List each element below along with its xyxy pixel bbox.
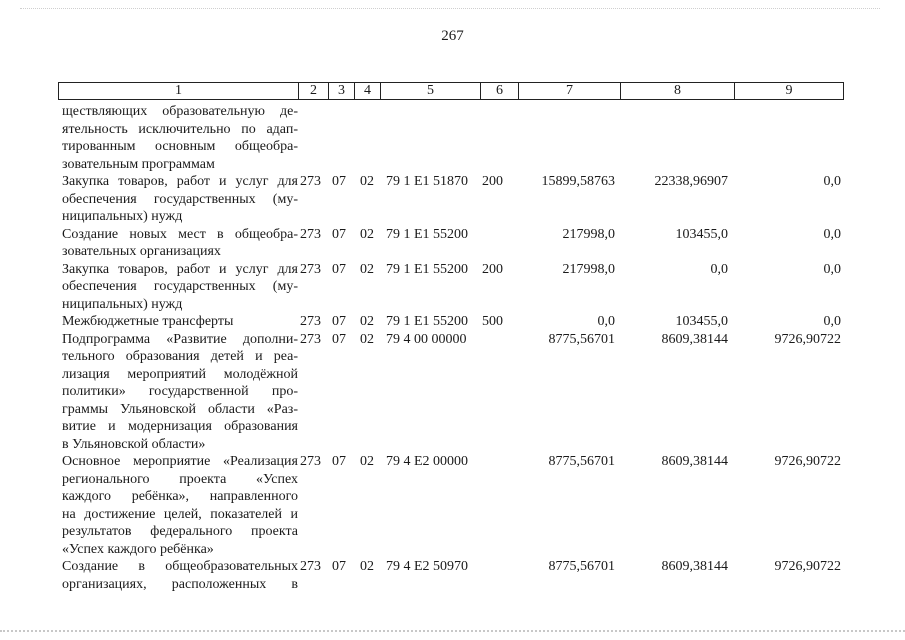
table-row <box>58 261 842 314</box>
table-row <box>58 313 842 331</box>
description-line: на достижение целей, показателей и <box>62 506 298 522</box>
cell-c3: 07 <box>332 331 346 347</box>
table-row <box>58 226 842 261</box>
cell-c2: 273 <box>300 454 321 469</box>
description-line: Закупка товаров, работ и услуг для <box>62 174 298 189</box>
description-line: зовательным программам <box>62 156 215 172</box>
header-col-2: 2 <box>299 83 329 99</box>
description-line: Межбюджетные трансферты <box>62 314 234 329</box>
header-col-7: 7 <box>519 83 621 99</box>
description-line: витие и модернизация образования <box>62 419 298 434</box>
cell-c8: 103455,0 <box>675 226 728 242</box>
table-header-row <box>58 82 844 100</box>
cell-c7: 15899,58763 <box>541 174 615 189</box>
cell-c8: 22338,96907 <box>654 174 728 189</box>
table-row <box>58 103 842 173</box>
table-row <box>58 558 842 593</box>
cell-c4: 02 <box>360 226 374 242</box>
header-col-9: 9 <box>785 83 793 98</box>
cell-c2: 273 <box>300 226 321 242</box>
cell-c5: 79 1 E1 51870 <box>386 174 469 189</box>
cell-c5: 79 1 E1 55200 <box>386 314 469 329</box>
cell-c5: 79 4 E2 00000 <box>386 454 469 469</box>
cell-description <box>62 453 298 558</box>
cell-c4: 02 <box>360 454 374 469</box>
cell-c2: 273 <box>300 314 321 329</box>
description-line: Создание в общеобразовательных <box>62 559 298 574</box>
cell-description <box>62 558 298 593</box>
cell-c9: 9726,90722 <box>774 331 841 347</box>
cell-c3: 07 <box>332 559 346 574</box>
cell-c9: 0,0 <box>823 174 841 189</box>
cell-c5: 79 1 E1 55200 <box>386 261 469 277</box>
header-col-1: 1 <box>59 83 299 99</box>
cell-c3: 07 <box>332 226 346 242</box>
cell-c8: 8609,38144 <box>661 559 728 574</box>
cell-c9: 9726,90722 <box>774 559 841 574</box>
cell-c3: 07 <box>332 454 346 469</box>
description-line: «Успех каждого ребёнка» <box>62 541 214 557</box>
cell-c9: 0,0 <box>823 261 841 277</box>
cell-description <box>62 226 298 261</box>
cell-c4: 02 <box>360 174 374 189</box>
cell-c7: 217998,0 <box>562 226 615 242</box>
description-line: Подпрограмма «Развитие дополни- <box>62 331 298 347</box>
header-col-6: 6 <box>481 83 519 99</box>
description-line: лизация мероприятий молодёжной <box>62 366 298 382</box>
cell-description <box>62 331 298 454</box>
cell-c4: 02 <box>360 559 374 574</box>
description-line: тированным основным общеобра- <box>62 139 298 154</box>
header-col-8: 8 <box>621 83 735 99</box>
cell-c7: 217998,0 <box>562 261 615 277</box>
scan-edge-bottom <box>0 630 905 633</box>
cell-description <box>62 313 298 331</box>
cell-c3: 07 <box>332 174 346 189</box>
cell-c8: 8609,38144 <box>661 454 728 469</box>
cell-c2: 273 <box>300 559 321 574</box>
cell-c2: 273 <box>300 174 321 189</box>
table-row <box>58 173 842 226</box>
cell-c2: 273 <box>300 331 321 347</box>
description-line: ятельность исключительно по адап- <box>62 121 298 137</box>
description-line: ществляющих образовательную де- <box>62 104 298 119</box>
cell-c4: 02 <box>360 314 374 329</box>
description-line: Закупка товаров, работ и услуг для <box>62 261 298 277</box>
description-line: граммы Ульяновской области «Раз- <box>62 401 298 417</box>
header-col-4: 4 <box>355 83 381 99</box>
cell-c8: 8609,38144 <box>661 331 728 347</box>
cell-c7: 0,0 <box>597 314 615 329</box>
header-col-3: 3 <box>329 83 355 99</box>
cell-c9: 0,0 <box>823 226 841 242</box>
cell-c8: 103455,0 <box>675 314 728 329</box>
description-line: зовательных организациях <box>62 244 221 259</box>
description-line: тельного образования детей и реа- <box>62 349 298 364</box>
description-line: ниципальных) нужд <box>62 296 183 312</box>
cell-c7: 8775,56701 <box>548 559 615 574</box>
cell-c7: 8775,56701 <box>548 331 615 347</box>
description-line: обеспечения государственных (му- <box>62 279 298 294</box>
cell-c2: 273 <box>300 261 321 277</box>
cell-c7: 8775,56701 <box>548 454 615 469</box>
cell-description <box>62 261 298 314</box>
description-line: обеспечения государственных (му- <box>62 191 298 207</box>
page-number: 267 <box>441 28 464 44</box>
cell-c3: 07 <box>332 261 346 277</box>
cell-c5: 79 4 00 00000 <box>386 331 467 347</box>
description-line: политики» государственной про- <box>62 384 298 399</box>
cell-c9: 9726,90722 <box>774 454 841 469</box>
cell-c8: 0,0 <box>710 261 728 277</box>
cell-c5: 79 1 E1 55200 <box>386 226 469 242</box>
header-col-5: 5 <box>381 83 481 99</box>
description-line: результатов федерального проекта <box>62 524 298 539</box>
table-row <box>58 331 842 454</box>
cell-c3: 07 <box>332 314 346 329</box>
cell-c4: 02 <box>360 331 374 347</box>
description-line: в Ульяновской области» <box>62 436 206 452</box>
description-line: каждого ребёнка», направленного <box>62 489 298 504</box>
description-line: ниципальных) нужд <box>62 209 183 224</box>
cell-description <box>62 103 298 173</box>
table-row <box>58 453 842 558</box>
cell-c6: 200 <box>482 261 503 277</box>
description-line: Создание новых мест в общеобра- <box>62 226 298 242</box>
description-line: Основное мероприятие «Реализация <box>62 454 298 469</box>
cell-c5: 79 4 E2 50970 <box>386 559 469 574</box>
cell-c9: 0,0 <box>823 314 841 329</box>
description-line: регионального проекта «Успех <box>62 471 298 487</box>
cell-c6: 200 <box>482 174 503 189</box>
description-line: организациях, расположенных в <box>62 576 298 592</box>
cell-description <box>62 173 298 226</box>
cell-c6: 500 <box>482 314 503 329</box>
cell-c4: 02 <box>360 261 374 277</box>
scan-edge-top <box>20 8 880 10</box>
